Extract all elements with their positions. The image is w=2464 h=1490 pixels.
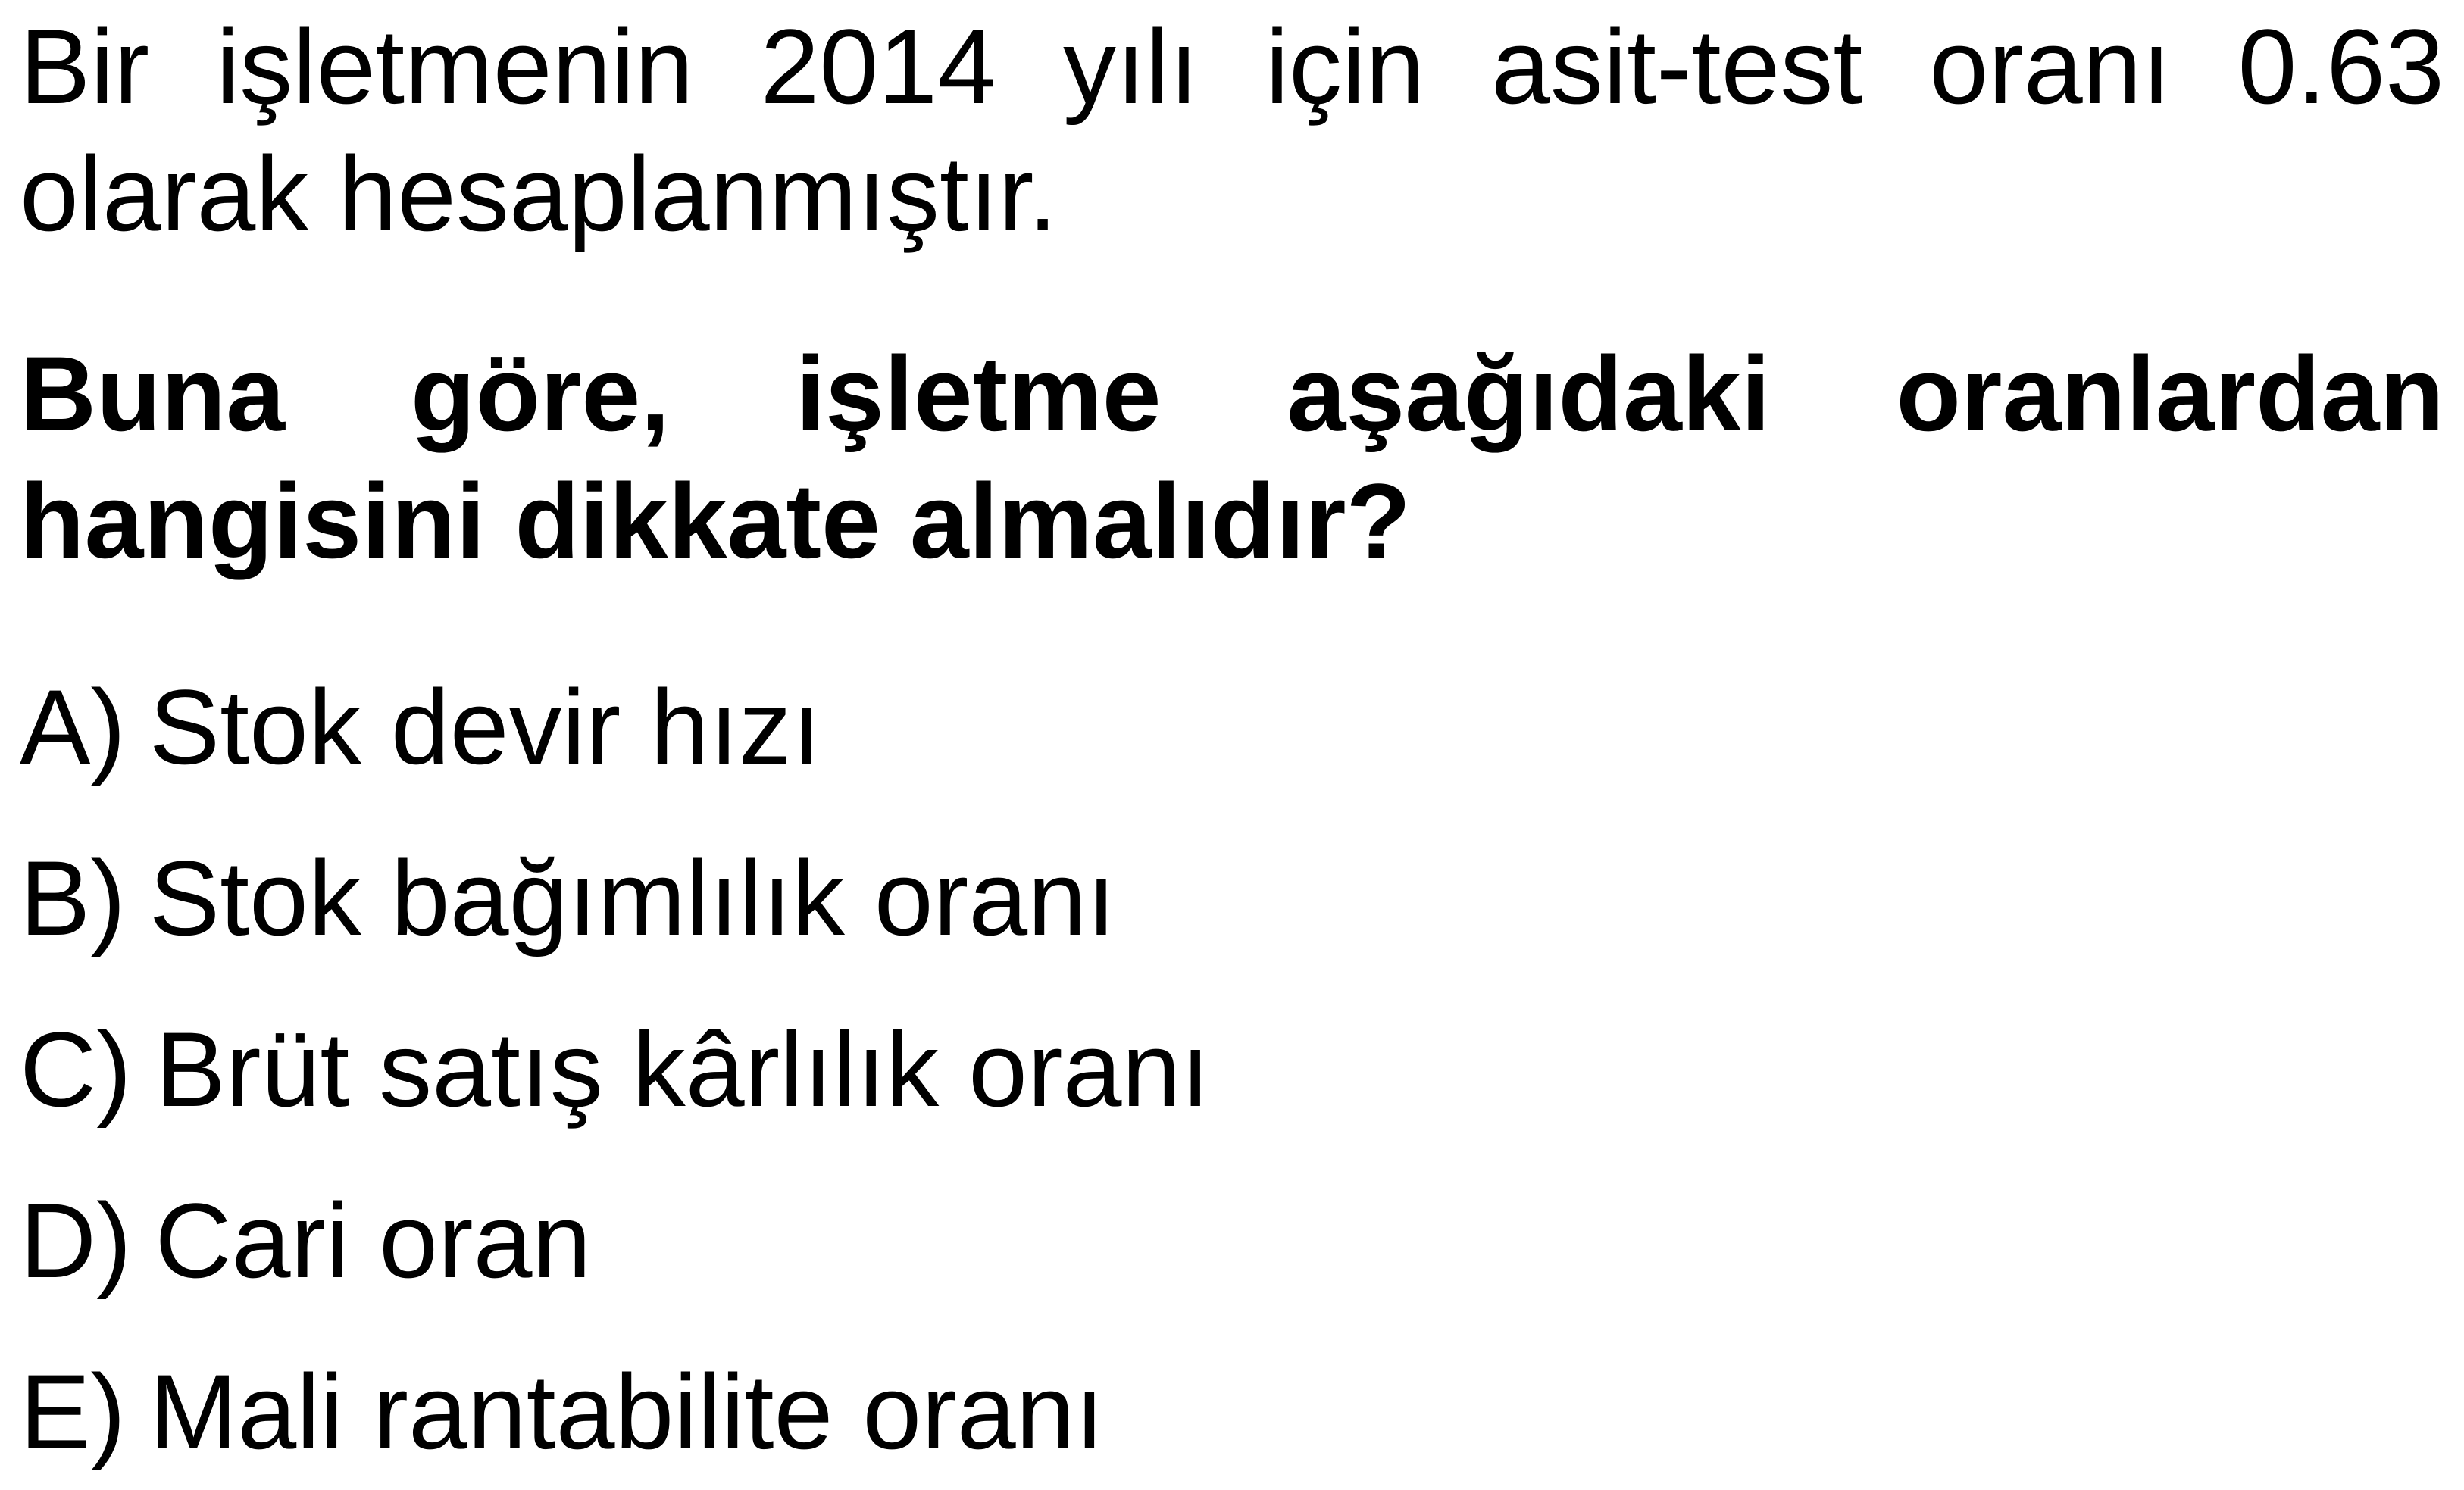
option-b-letter: B) bbox=[20, 839, 126, 957]
question-card bbox=[20, 0, 2444, 1490]
option-a-letter: A) bbox=[20, 667, 126, 786]
question-prompt-line-1: Buna göre, işletme aşağıdaki oranlardan bbox=[20, 334, 2444, 453]
option-c-letter: C) bbox=[20, 1010, 132, 1129]
question-stem-line-1: Bir işletmenin 2014 yılı için asit-test oranı 0.63 bbox=[20, 7, 2444, 126]
option-a[interactable] bbox=[20, 667, 2444, 786]
option-e-text: Mali rantabilite oranı bbox=[149, 1352, 1105, 1471]
option-d-text: Cari oran bbox=[155, 1181, 592, 1300]
option-e[interactable] bbox=[20, 1352, 2444, 1471]
option-c[interactable] bbox=[20, 1010, 2444, 1129]
option-d-letter: D) bbox=[20, 1181, 132, 1300]
option-c-text: Brüt satış kârlılık oranı bbox=[155, 1010, 1211, 1129]
option-b-text: Stok bağımlılık oranı bbox=[149, 839, 1116, 957]
option-b[interactable] bbox=[20, 839, 2444, 957]
question-prompt-line-2: hangisini dikkate almalıdır? bbox=[20, 461, 1412, 580]
option-d[interactable] bbox=[20, 1181, 2444, 1300]
question-stem-line-2: olarak hesaplanmıştır. bbox=[20, 134, 1058, 253]
option-e-letter: E) bbox=[20, 1352, 126, 1471]
option-a-text: Stok devir hızı bbox=[149, 667, 821, 786]
